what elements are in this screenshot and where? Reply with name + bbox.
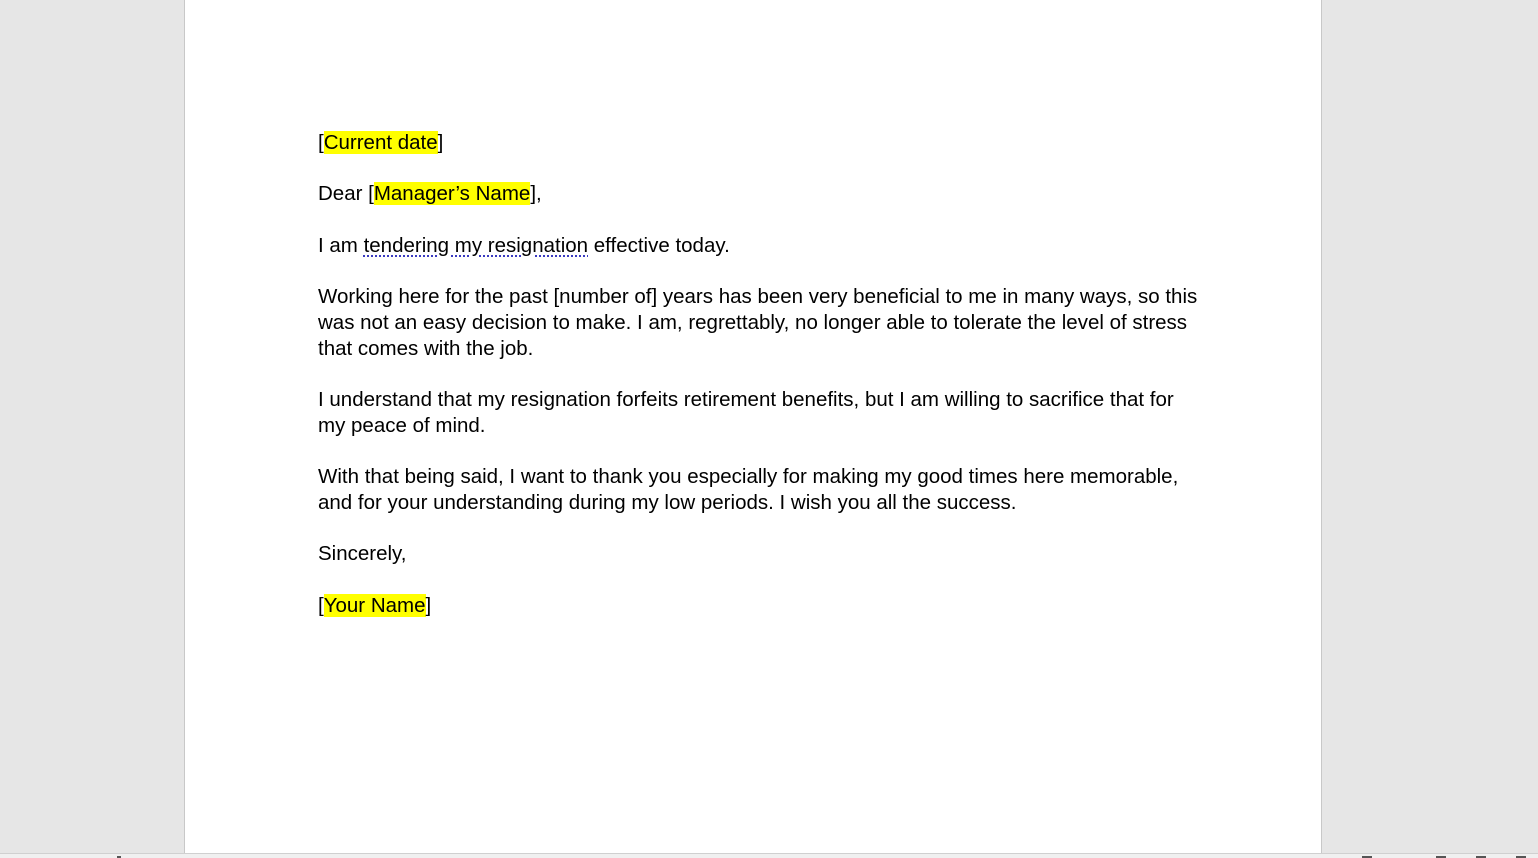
document-body[interactable]: [318, 130, 1198, 644]
salutation-line[interactable]: [318, 181, 1198, 207]
body-paragraph-1[interactable]: Working here for the past [number of] years has been very beneficial to me in many ways, so this was not an easy decision to make. I am, regrettably, no longer able to tolerate the level of stress that comes with the job.: [318, 285, 1198, 360]
date-bracket-open: [: [318, 131, 324, 154]
signature-line[interactable]: [318, 593, 1198, 619]
date-bracket-close: ]: [437, 131, 444, 154]
opening-pre: I am: [318, 233, 364, 257]
body-paragraph-3[interactable]: With that being said, I want to thank you especially for making my good times here memorable, and for your understanding during my low periods. I wish you all the success.: [318, 465, 1179, 514]
date-line[interactable]: [318, 130, 1198, 156]
body-paragraph-2[interactable]: I understand that my resignation forfeits retirement benefits, but I am willing to sacrifice that for my peace of mind.: [318, 387, 1174, 437]
salutation-prefix: Dear [: [318, 182, 374, 206]
signature-bracket-close: ]: [425, 593, 432, 617]
signature-bracket-open: [: [318, 593, 324, 617]
date-placeholder[interactable]: Current date: [323, 131, 438, 154]
document-page[interactable]: [184, 0, 1322, 853]
your-name-placeholder[interactable]: Your Name: [323, 593, 426, 617]
grammar-flagged-phrase[interactable]: tendering my resignation: [363, 233, 589, 257]
manager-name-placeholder[interactable]: Manager’s Name: [373, 182, 531, 206]
opening-post: effective today.: [588, 233, 730, 257]
status-bar: [0, 853, 1538, 858]
salutation-suffix: ],: [530, 182, 542, 206]
opening-line[interactable]: [318, 233, 1198, 259]
closing-line[interactable]: Sincerely,: [318, 542, 407, 566]
